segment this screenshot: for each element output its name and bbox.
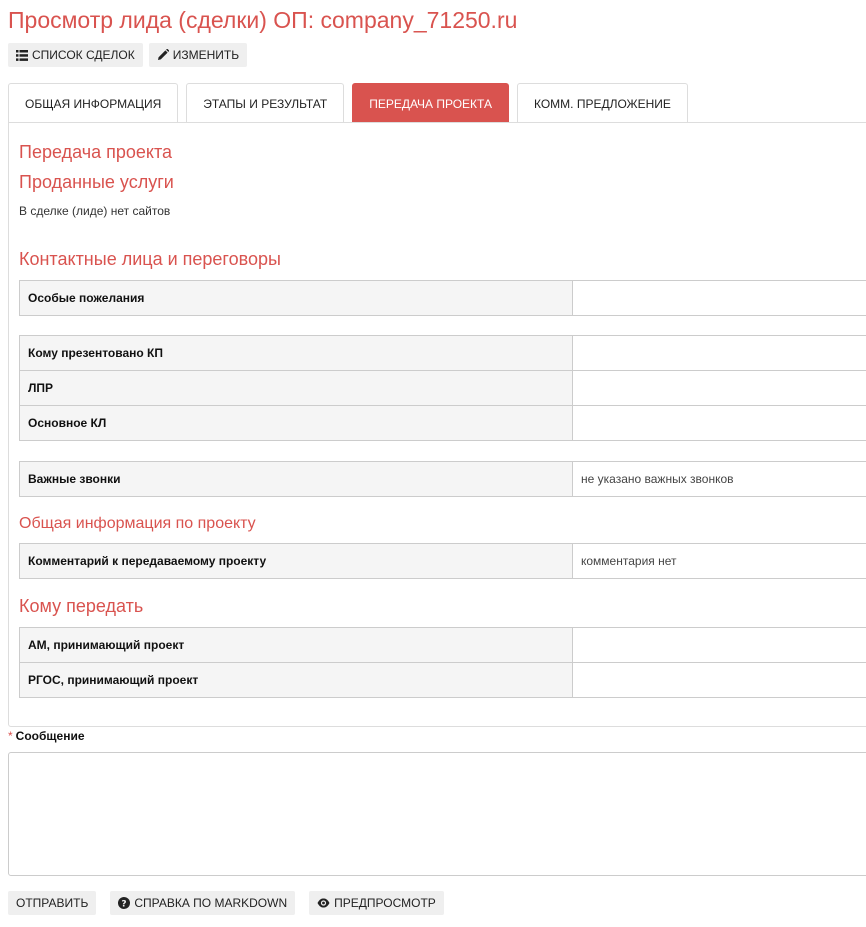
comment-table [19, 543, 866, 579]
required-mark: * [8, 729, 13, 743]
section-heading-contacts: Контактные лица и переговоры [19, 249, 281, 269]
row-value [573, 336, 866, 371]
row-label: Особые пожелания [20, 281, 573, 316]
send-button[interactable] [8, 891, 96, 915]
tab-stages-result[interactable]: ЭТАПЫ И РЕЗУЛЬТАТ [186, 83, 344, 123]
list-icon [16, 50, 28, 61]
edit-button[interactable] [149, 43, 247, 67]
page-title: Просмотр лида (сделки) ОП: company_71250.ru [8, 7, 518, 33]
svg-text:?: ? [121, 899, 127, 909]
row-value: комментария нет [573, 544, 866, 579]
deals-list-button[interactable] [8, 43, 143, 67]
pencil-icon [157, 49, 169, 61]
wishes-table [19, 280, 866, 316]
table-row [20, 462, 866, 497]
edit-label: ИЗМЕНИТЬ [172, 48, 240, 62]
no-sites-note: В сделке (лиде) нет сайтов [19, 204, 171, 218]
table-row [20, 371, 866, 406]
markdown-help-label: СПРАВКА ПО MARKDOWN [134, 896, 288, 910]
row-value [573, 663, 866, 698]
section-heading-sold-services: Проданные услуги [19, 172, 174, 192]
table-row [20, 544, 866, 579]
row-label: Основное КЛ [20, 406, 573, 441]
section-heading-transfer-to: Кому передать [19, 596, 144, 616]
row-label: АМ, принимающий проект [20, 628, 573, 663]
table-row [20, 281, 866, 316]
preview-button[interactable] [309, 891, 444, 915]
top-toolbar [8, 43, 247, 67]
table-row [20, 336, 866, 371]
row-value [573, 406, 866, 441]
row-label: РГОС, принимающий проект [20, 663, 573, 698]
tab-project-transfer[interactable]: ПЕРЕДАЧА ПРОЕКТА [352, 83, 509, 123]
tab-bar [8, 83, 696, 123]
table-row [20, 663, 866, 698]
message-label [8, 729, 85, 743]
deals-list-label: СПИСОК СДЕЛОК [32, 48, 135, 62]
table-row [20, 406, 866, 441]
calls-table [19, 461, 866, 497]
row-label: ЛПР [20, 371, 573, 406]
table-row [20, 628, 866, 663]
preview-label: ПРЕДПРОСМОТР [334, 896, 436, 910]
markdown-help-button[interactable] [110, 891, 295, 915]
presentation-table [19, 335, 866, 441]
message-textarea[interactable] [8, 752, 866, 876]
question-circle-icon [118, 897, 130, 909]
message-label-text: Сообщение [15, 729, 85, 743]
row-value [573, 628, 866, 663]
row-label: Важные звонки [20, 462, 573, 497]
row-value [573, 281, 866, 316]
row-value [573, 371, 866, 406]
row-label: Комментарий к передаваемому проекту [20, 544, 573, 579]
row-value: не указано важных звонков [573, 462, 866, 497]
row-label: Кому презентовано КП [20, 336, 573, 371]
tab-general-info[interactable]: ОБЩАЯ ИНФОРМАЦИЯ [8, 83, 178, 123]
section-heading-project-info: Общая информация по проекту [19, 515, 256, 532]
message-actions [8, 891, 444, 915]
tab-commercial-proposal[interactable]: КОММ. ПРЕДЛОЖЕНИЕ [517, 83, 688, 123]
transfer-table [19, 627, 866, 698]
send-label: ОТПРАВИТЬ [16, 896, 89, 910]
eye-icon [317, 898, 330, 908]
section-heading-project-transfer: Передача проекта [19, 142, 172, 162]
